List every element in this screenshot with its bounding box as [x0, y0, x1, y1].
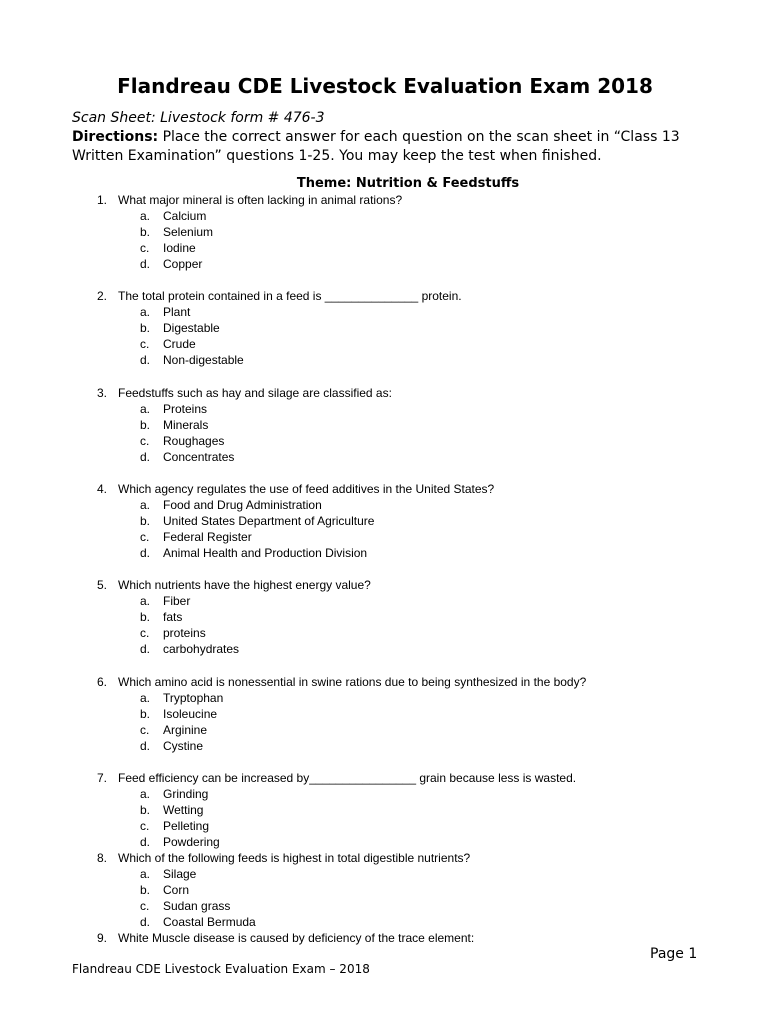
option-text: Food and Drug Administration [163, 498, 322, 512]
answer-option [95, 690, 715, 706]
option-text: Pelleting [163, 819, 210, 834]
option-letter: a. [140, 209, 151, 223]
option-letter: d. [140, 915, 151, 930]
question-number: 1. [96, 193, 107, 207]
answer-option [95, 497, 715, 513]
question-9 [95, 930, 715, 946]
question-stem [95, 481, 715, 497]
question-6 [95, 674, 715, 754]
option-letter: d. [140, 353, 151, 368]
option-letter: a. [140, 594, 151, 608]
answer-option [95, 545, 715, 561]
option-letter: c. [140, 899, 150, 914]
exam-title: Flandreau CDE Livestock Evaluation Exam 2018 [117, 74, 653, 98]
question-stem [95, 577, 715, 593]
option-letter: c. [140, 626, 150, 641]
answer-option [95, 433, 715, 449]
option-text: Calcium [163, 209, 207, 223]
option-letter: d. [140, 739, 151, 754]
option-text: Digestable [163, 321, 220, 336]
question-3 [95, 385, 715, 465]
question-stem [95, 770, 715, 786]
option-letter: a. [140, 867, 151, 881]
option-text: Sudan grass [163, 899, 231, 914]
answer-option [95, 529, 715, 545]
question-stem [95, 385, 715, 401]
question-number: 9. [96, 931, 107, 945]
question-text: Which agency regulates the use of feed additives in the United States? [118, 482, 495, 496]
option-text: Coastal Bermuda [163, 915, 256, 930]
option-text: proteins [163, 626, 206, 641]
question-stem [95, 850, 715, 866]
question-5 [95, 577, 715, 657]
answer-option [95, 256, 715, 272]
question-number: 6. [96, 675, 107, 689]
answer-option [95, 625, 715, 641]
option-text: Copper [163, 257, 203, 272]
option-letter: c. [140, 241, 150, 256]
option-text: Wetting [163, 803, 204, 818]
answer-option [95, 898, 715, 914]
answer-option [95, 641, 715, 657]
option-letter: a. [140, 402, 151, 416]
answer-option [95, 866, 715, 882]
question-number: 2. [96, 289, 107, 303]
directions-label: Directions: [72, 129, 159, 145]
question-number: 8. [96, 851, 107, 865]
directions [72, 128, 702, 166]
option-text: Selenium [163, 225, 214, 240]
question-stem [95, 930, 715, 946]
answer-option [95, 352, 715, 368]
answer-option [95, 224, 715, 240]
option-letter: c. [140, 819, 150, 834]
question-number: 4. [96, 482, 107, 496]
option-letter: b. [140, 514, 151, 529]
option-letter: b. [140, 418, 151, 433]
option-text: Proteins [163, 402, 208, 416]
option-letter: d. [140, 546, 151, 561]
option-text: Concentrates [163, 450, 235, 465]
answer-option [95, 417, 715, 433]
question-stem [95, 674, 715, 690]
option-text: Crude [163, 337, 196, 352]
option-letter: c. [140, 530, 150, 545]
question-text: Which amino acid is nonessential in swine rations due to being synthesized in the body? [118, 675, 587, 689]
question-text: The total protein contained in a feed is ______________ protein. [118, 289, 462, 303]
answer-option [95, 914, 715, 930]
directions-text: Place the correct answer for each question on the scan sheet in “Class 13 Written Examination” questions 1-25. You may keep the test when finished. [72, 129, 680, 164]
option-text: Grinding [163, 787, 209, 801]
option-text: Non-digestable [163, 353, 244, 368]
option-text: Isoleucine [163, 707, 218, 722]
question-number: 5. [96, 578, 107, 592]
answer-option [95, 786, 715, 802]
answer-option [95, 513, 715, 529]
question-number: 7. [96, 771, 107, 785]
option-letter: b. [140, 225, 151, 240]
option-text: Plant [163, 305, 191, 319]
option-letter: c. [140, 337, 150, 352]
option-letter: c. [140, 434, 150, 449]
question-text: Feedstuffs such as hay and silage are classified as: [118, 386, 392, 400]
answer-option [95, 336, 715, 352]
option-letter: a. [140, 498, 151, 512]
answer-option [95, 320, 715, 336]
option-letter: c. [140, 723, 150, 738]
question-text: White Muscle disease is caused by deficiency of the trace element: [118, 931, 475, 945]
answer-option [95, 609, 715, 625]
option-text: Corn [163, 883, 190, 898]
question-text: Which nutrients have the highest energy value? [118, 578, 371, 592]
option-letter: d. [140, 450, 151, 465]
option-text: carbohydrates [163, 642, 240, 657]
question-number: 3. [96, 386, 107, 400]
option-text: Cystine [163, 739, 204, 754]
option-letter: a. [140, 787, 151, 801]
option-text: Arginine [163, 723, 208, 738]
answer-option [95, 818, 715, 834]
option-letter: a. [140, 305, 151, 319]
answer-option [95, 706, 715, 722]
answer-option [95, 882, 715, 898]
question-4 [95, 481, 715, 561]
option-letter: b. [140, 803, 151, 818]
option-letter: d. [140, 257, 151, 272]
option-text: fats [163, 610, 183, 625]
answer-option [95, 722, 715, 738]
answer-option [95, 802, 715, 818]
answer-option [95, 738, 715, 754]
page-number: Page 1 [650, 946, 698, 962]
option-text: Fiber [163, 594, 191, 608]
scan-sheet-line: Scan Sheet: Livestock form # 476-3 [72, 110, 325, 126]
option-letter: b. [140, 321, 151, 336]
option-letter: b. [140, 883, 151, 898]
question-stem [95, 192, 715, 208]
answer-option [95, 240, 715, 256]
option-text: Minerals [163, 418, 209, 433]
answer-option [95, 304, 715, 320]
page-footer: Flandreau CDE Livestock Evaluation Exam – 2018 [72, 962, 370, 976]
answer-option [95, 449, 715, 465]
option-text: United States Department of Agriculture [163, 514, 375, 529]
option-text: Silage [163, 867, 197, 881]
question-stem [95, 288, 715, 304]
question-text: Which of the following feeds is highest in total digestible nutrients? [118, 851, 471, 865]
question-8 [95, 850, 715, 930]
question-7 [95, 770, 715, 850]
option-letter: d. [140, 835, 151, 850]
option-text: Tryptophan [163, 691, 224, 705]
question-text: What major mineral is often lacking in animal rations? [118, 193, 403, 207]
option-text: Powdering [163, 835, 220, 850]
option-text: Animal Health and Production Division [163, 546, 368, 561]
question-2 [95, 288, 715, 368]
answer-option [95, 834, 715, 850]
question-1 [95, 192, 715, 272]
answer-option [95, 593, 715, 609]
option-letter: d. [140, 642, 151, 657]
option-letter: a. [140, 691, 151, 705]
option-text: Iodine [163, 241, 196, 256]
option-letter: b. [140, 610, 151, 625]
question-text: Feed efficiency can be increased by________________ grain because less is wasted. [118, 771, 577, 785]
option-text: Federal Register [163, 530, 252, 545]
answer-option [95, 208, 715, 224]
option-letter: b. [140, 707, 151, 722]
theme-heading: Theme: Nutrition & Feedstuffs [296, 176, 520, 191]
answer-option [95, 401, 715, 417]
option-text: Roughages [163, 434, 225, 449]
